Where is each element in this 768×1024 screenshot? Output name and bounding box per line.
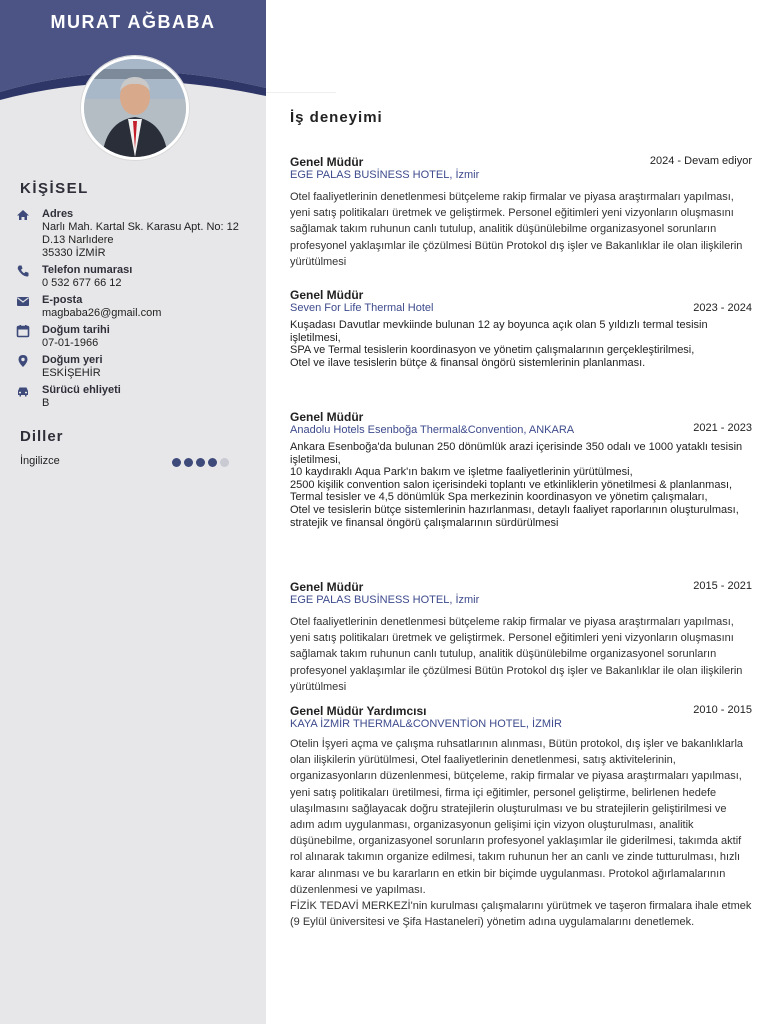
level-dot-filled xyxy=(196,458,205,467)
job-date: 2023 - 2024 xyxy=(693,302,752,314)
location-pin-icon xyxy=(16,354,42,380)
job-description-line: 2500 kişilik convention salon içerisindeki toplantı ve etkinliklerin yönetilmesi & planlanması, xyxy=(290,478,733,491)
languages-section-title: Diller xyxy=(20,428,64,445)
calendar-icon xyxy=(16,324,42,350)
phone-icon xyxy=(16,264,42,290)
email-item xyxy=(16,294,264,320)
job-entry-2 xyxy=(290,288,752,369)
license-value: B xyxy=(42,397,50,409)
job-description-line: Otel ve ilave tesislerin bütçe & finansal öngörü sistemlerinin planlanması. xyxy=(290,356,646,369)
address-line-1: Narlı Mah. Kartal Sk. Karasu Apt. No: 12 xyxy=(42,221,239,233)
profile-photo xyxy=(81,56,189,160)
address-line-3: 35330 İZMİR xyxy=(42,247,106,259)
birth-place-item xyxy=(16,354,264,380)
experience-section-title: İş deneyimi xyxy=(290,109,383,126)
job-entry-4 xyxy=(290,580,752,695)
address-item xyxy=(16,208,264,260)
job-company: Seven For Life Thermal Hotel xyxy=(290,302,434,314)
job-description-line: Termal tesisler ve 4,5 dönümlük Spa merkezinin koordinasyon ve yönetim çalışmaları, xyxy=(290,491,708,504)
email-value[interactable]: magbaba26@gmail.com xyxy=(42,307,162,319)
license-label: Sürücü ehliyeti xyxy=(42,384,121,396)
job-description-line: Otelin İşyeri açma ve çalışma ruhsatlarının alınması, Bütün protokol, dış işler ve bakanlıklarla olan ilişkilerin yürütülmesi, Otel faaliyetlerinin denetlenmesi, satış aktivitelerinin, xyxy=(290,738,744,767)
birth-date-item xyxy=(16,324,264,350)
title-divider xyxy=(266,92,336,93)
job-date: 2010 - 2015 xyxy=(693,704,752,716)
job-role: Genel Müdür Yardımcısı xyxy=(290,704,427,718)
email-label: E-posta xyxy=(42,294,83,306)
job-description-line: SPA ve Termal tesislerin koordinasyon ve yönetim çalışmalarının gerçekleştirilmesi, xyxy=(290,344,695,357)
address-line-2: D.13 Narlıdere xyxy=(42,234,114,246)
birth-place-value: ESKİŞEHİR xyxy=(42,367,101,379)
job-description-line: Kuşadası Davutlar mevkiinde bulunan 12 ay boyunca açık olan 5 yıldızlı termal tesisin işletilmesi, xyxy=(290,319,708,344)
job-description-line: Ankara Esenboğa'da bulunan 250 dönümlük arazi içerisinde 350 odalı ve 1000 yataklı tesisin işletilmesi, xyxy=(290,441,743,466)
license-item xyxy=(16,384,264,410)
birth-date-value: 07-01-1966 xyxy=(42,337,99,349)
job-date: 2015 - 2021 xyxy=(693,580,752,592)
birth-date-label: Doğum tarihi xyxy=(42,324,110,336)
person-name: MURAT AĞBABA xyxy=(50,12,216,32)
home-icon xyxy=(16,208,42,260)
job-description-line: Otel ve tesislerin bütçe sistemlerinin hazırlanması, detaylı faaliyet raporlarının oluşturulması, stratejik ve finansal öngörü çalışmalarının sürdürülmesi xyxy=(290,503,739,529)
phone-item xyxy=(16,264,264,290)
personal-section-title: KİŞİSEL xyxy=(20,180,89,197)
job-role: Genel Müdür xyxy=(290,410,364,424)
job-description-line: 10 kaydıraklı Aqua Park'ın bakım ve işletme faaliyetlerinin yürütülmesi, xyxy=(290,466,633,479)
level-dot-empty xyxy=(220,458,229,467)
job-date: 2021 - 2023 xyxy=(693,422,752,434)
job-description-line: FİZİK TEDAVİ MERKEZİ'nin kurulması çalışmalarını yürütmek ve taşeron firmalara ihale etmek (9 Eylül üniversitesi ve Şifa Hastaneleri) yönetim adına uygulamalarını denetlemek. xyxy=(290,900,752,929)
job-entry-5 xyxy=(290,704,752,930)
job-role: Genel Müdür xyxy=(290,288,364,302)
phone-value[interactable]: 0 532 677 66 12 xyxy=(42,277,122,289)
birth-place-label: Doğum yeri xyxy=(42,354,103,366)
job-role: Genel Müdür xyxy=(290,155,364,169)
job-company: KAYA İZMİR THERMAL&CONVENTİON HOTEL, İZMİR xyxy=(290,718,562,730)
language-level-dots xyxy=(172,458,229,467)
job-entry-3 xyxy=(290,410,752,529)
job-description-line: organizasyonların düzenlenmesi, bütçeleme, rakip firmalar ve piyasa araştırmaları yapılması, yeni satış politikaları üretilmesi, firma içi eğitimler, personel geliştirme, belirlenen hedefe ulaşılmasını sağlayacak doğru stratejilerin oluşturulması ve bu stratejilerin geliştirilmesi ve adım adım uygulanması, organizasyonun gelişimi için vizyon oluşturulması, analitik düşünebilme, organizasyonel sorunların profesyonel yaklaşımlar ile giderilmesi, takımda aktif rol alınarak takımın organize edilmesi, takım ruhunun her an canlı ve zinde tutturulması, hızlı karar alınması ve bu kararların en etkin bir biçimde uygulanması. Protokol ağırlamalarının düzenlenmesi ve yapılması. xyxy=(290,770,742,896)
level-dot-filled xyxy=(208,458,217,467)
job-company: EGE PALAS BUSİNESS HOTEL, İzmir xyxy=(290,169,480,181)
job-company: EGE PALAS BUSİNESS HOTEL, İzmir xyxy=(290,594,480,606)
job-entry-1 xyxy=(290,155,752,270)
job-date: 2024 - Devam ediyor xyxy=(649,155,752,167)
address-label: Adres xyxy=(42,208,74,220)
level-dot-filled xyxy=(172,458,181,467)
job-description: Otel faaliyetlerinin denetlenmesi bütçeleme rakip firmalar ve piyasa araştırmaları yapılması, yeni satış politikaları üretmek ve geliştirmek. Personel eğitimleri yeni vizyonların oluşmasını sağlamak takım ruhunun canlı tutulup, analitik düşünülebilme organizasyonel sorunların profesyonel yaklaşımlar ile çözülmesi Bütün Protokol dış işler ve Bakanlıklar ile olan ilişkilerin yürütülmesi xyxy=(290,191,743,268)
sidebar xyxy=(0,0,266,1024)
language-name: İngilizce xyxy=(20,455,60,467)
mail-icon xyxy=(16,294,42,320)
job-company: Anadolu Hotels Esenboğa Thermal&Convention, ANKARA xyxy=(290,424,575,436)
level-dot-filled xyxy=(184,458,193,467)
job-role: Genel Müdür xyxy=(290,580,364,594)
job-description: Otel faaliyetlerinin denetlenmesi bütçeleme rakip firmalar ve piyasa araştırmaları yapılması, yeni satış politikaları üretmek ve geliştirmek. Personel eğitimleri yeni vizyonların oluşmasını sağlamak takım ruhunun canlı tutulup, analitik düşünülebilme organizasyonel sorunların profesyonel yaklaşımlar ile çözülmesi Bütün Protokol dış işler ve Bakanlıklar ile olan ilişkilerin yürütülmesi xyxy=(290,616,743,693)
car-icon xyxy=(16,384,42,410)
phone-label: Telefon numarası xyxy=(42,264,133,276)
